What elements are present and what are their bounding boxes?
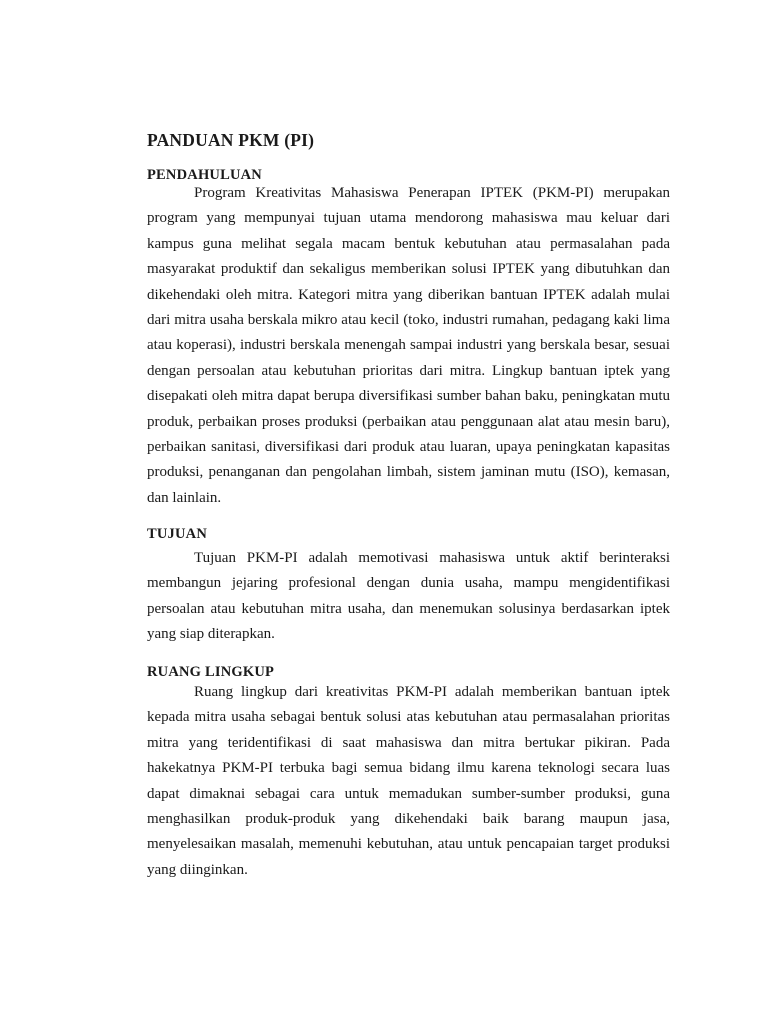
section-heading-ruang-lingkup: RUANG LINGKUP xyxy=(147,664,275,680)
section-paragraph-pendahuluan: Program Kreativitas Mahasiswa Penerapan IPTEK (PKM-PI) merupakan program yang mempunyai tujuan utama mendorong mahasiswa mau keluar dari kampus guna melihat segala macam bentuk kebutuhan atau permasalahan pada masyarakat produktif dan sekaligus memberikan solusi IPTEK yang dibutuhkan dan dikehendaki oleh mitra. Kategori mitra yang diberikan bantuan IPTEK adalah mulai dari mitra usaha berskala mikro atau kecil (toko, industri rumahan, pedagang kaki lima atau koperasi), industri berskala menengah sampai industri yang berskala besar, sesuai dengan persoalan atau kebutuhan prioritas dari mitra. Lingkup bantuan iptek yang disepakati oleh mitra dapat berupa diversifikasi sumber bahan baku, peningkatan mutu produk, perbaikan proses produksi (perbaikan atau penggunaan alat atau mesin baru), perbaikan sanitasi, diversifikasi dari produk atau luaran, upaya peningkatan kapasitas produksi, penanganan dan pengolahan limbah, sistem jaminan mutu (ISO), kemasan, dan lainlain. xyxy=(147,185,670,506)
section-paragraph-tujuan: Tujuan PKM-PI adalah memotivasi mahasiswa untuk aktif berinteraksi membangun jejaring profesional dengan dunia usaha, mampu mengidentifikasi persoalan atau kebutuhan mitra usaha, dan menemukan solusinya berdasarkan iptek yang siap diterapkan. xyxy=(147,550,670,643)
document-title: PANDUAN PKM (PI) xyxy=(147,130,315,150)
section-heading-pendahuluan: PENDAHULUAN xyxy=(147,167,262,183)
section-heading-tujuan: TUJUAN xyxy=(147,526,208,542)
section-paragraph-ruang-lingkup: Ruang lingkup dari kreativitas PKM-PI adalah memberikan bantuan iptek kepada mitra usaha sebagai bentuk solusi atas kebutuhan atau permasalahan prioritas mitra yang teridentifikasi di saat mahasiswa dan mitra bertukar pikiran. Pada hakekatnya PKM-PI terbuka bagi semua bidang ilmu karena teknologi secara luas dapat dimaknai sebagai cara untuk memadukan sumber-sumber produksi, guna menghasilkan produk-produk yang dikehendaki baik barang maupun jasa, menyelesaikan masalah, memenuhi kebutuhan, atau untuk pencapaian target produksi yang diinginkan. xyxy=(147,684,670,878)
